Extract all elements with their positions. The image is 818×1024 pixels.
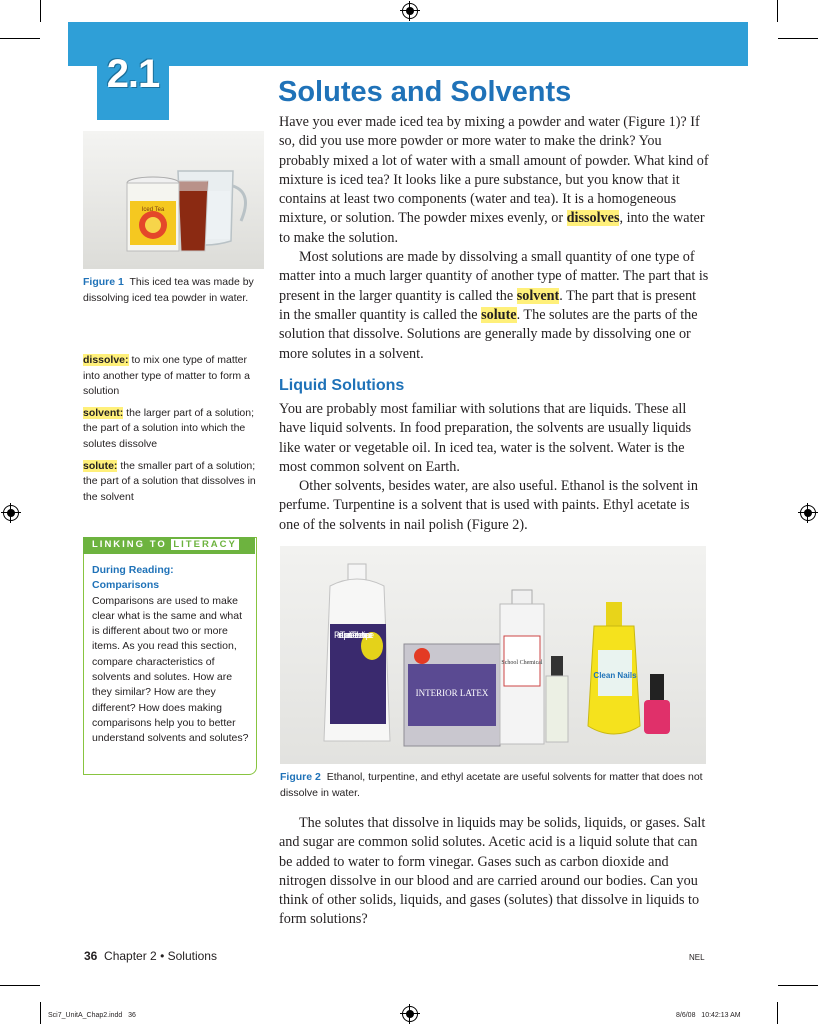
page-title: Solutes and Solvents xyxy=(278,76,572,108)
figure1-label: Figure 1 xyxy=(83,276,124,288)
term-solvent: solvent xyxy=(516,287,560,304)
turpentine-label: Pure Turpentine Térébenthine pure xyxy=(334,630,374,640)
literacy-bar-prefix: LINKING TO xyxy=(92,539,167,550)
glossary-definition: the larger part of a solution; the part of a solution into which the solutes dissolve xyxy=(83,406,255,450)
registration-mark-left xyxy=(3,505,19,521)
figure1-caption xyxy=(83,275,258,306)
registration-mark-right xyxy=(800,505,816,521)
chemical-label: School Chemical xyxy=(501,660,543,666)
glossary-definition: the smaller part of a solution; the part of a solution that dissolves in the solvent xyxy=(83,459,256,503)
literacy-text: Comparisons are used to make clear what is the same and what is different about two or more items. As you read this section, compare characteristics of solvents and solutes. How are they similar? How are they different? How does making comparisons help you to better understand solvents and solutes? xyxy=(92,594,249,745)
figure2-photo xyxy=(280,546,706,764)
paragraph-4: Other solvents, besides water, are also useful. Ethanol is the solvent in perfume. Turpentine is a solvent that is used with paints. Ethyl acetate is one of the solvents in nail polish (Figure 2). xyxy=(279,478,698,533)
page-number: 36 xyxy=(84,949,98,963)
figure2-label: Figure 2 xyxy=(280,771,321,783)
glossary-definition: to mix one type of matter into another type of matter to form a solution xyxy=(83,354,250,398)
paragraph-5: The solutes that dissolve in liquids may be solids, liquids, or gases. Salt and sugar are common solid solutes. Acetic acid is a liquid solute that can be added to water to form vinegar. Gases such as carbon dioxide and nitrogen dissolve in our blood and are carried around our bodies. Can you think of other solids, liquids, and gases (solutes) that dissolve in liquids to form solutions? xyxy=(279,815,706,928)
literacy-bar-title xyxy=(92,539,239,550)
file-slug: Sci7_UnitA_Chap2.indd 36 xyxy=(48,1012,136,1019)
tea-jar-label: Iced Tea xyxy=(141,207,165,213)
paragraph-2-text-a: Most solutions are made by dissolving a small quantity of one type of matter into a much larger quantity of another type of matter. The part that is present in the larger quantity is called the xyxy=(279,249,709,304)
paragraph-1-end: , into the water to make the solution. xyxy=(279,210,705,246)
glossary-entry xyxy=(83,459,258,506)
nails-label: Clean Nails xyxy=(593,671,637,680)
figure2-caption xyxy=(280,770,706,801)
paint-label: INTERIOR LATEX xyxy=(415,688,489,698)
heading-liquid-solutions: Liquid Solutions xyxy=(279,377,405,394)
liquid-solutions-text xyxy=(279,400,709,535)
chapter-label: Chapter 2 • Solutions xyxy=(104,949,217,963)
glossary-term: solvent: xyxy=(83,406,124,419)
literacy-content xyxy=(92,563,252,747)
paragraph-2-text-b: . The part that is present in the smaller quantity is called the xyxy=(279,287,697,323)
main-text xyxy=(279,113,709,364)
term-dissolves: dissolves xyxy=(566,210,620,227)
glossary-entry xyxy=(83,353,258,400)
figure2-caption-text: Ethanol, turpentine, and ethyl acetate are useful solvents for matter that does not dissolve in water. xyxy=(280,771,703,799)
figure1-photo xyxy=(83,131,264,269)
figure1-caption-text: This iced tea was made by dissolving iced tea powder in water. xyxy=(83,276,254,304)
literacy-heading: During Reading: Comparisons xyxy=(92,564,174,592)
registration-mark-bottom xyxy=(402,1006,418,1022)
term-solute: solute xyxy=(481,306,517,323)
header-band xyxy=(68,22,748,66)
paragraph-2-text-c: . The solutes are the parts of the solution that dissolve. Solutions are generally made by dissolving one or more solutes in a solvent. xyxy=(279,306,698,362)
paragraph-1 xyxy=(279,113,709,248)
glossary-term: solute: xyxy=(83,459,118,472)
glossary xyxy=(83,353,258,505)
glossary-term: dissolve: xyxy=(83,354,129,366)
registration-mark-top xyxy=(402,3,418,19)
glossary-entry xyxy=(83,406,258,453)
paragraph-2 xyxy=(279,248,709,364)
publisher-mark: NEL xyxy=(689,953,705,962)
literacy-bar-word: LITERACY xyxy=(173,539,237,550)
page-footer xyxy=(84,949,217,963)
closing-text xyxy=(279,814,709,930)
section-number: 2.1 xyxy=(106,52,160,96)
paragraph-1-text: Have you ever made iced tea by mixing a powder and water (Figure 1)? If so, did you use more powder or more water to make the drink? You probably mixed a lot of water with a small amount of powder. What kind of mixture is iced tea? It looks like a pure substance, but you know that it contains at least two components (water and tea). It is a homogeneous mixture, or solution. The powder mixes evenly, or xyxy=(279,114,709,227)
paragraph-3: You are probably most familiar with solutions that are liquids. These all have liquid solvents. In food preparation, the solvents are usually liquids like water or vegetable oil. In iced tea, water is the solvent. Water is the most common solvent on Earth. xyxy=(279,401,692,475)
print-date: 8/6/08 10:42:13 AM xyxy=(676,1012,741,1019)
